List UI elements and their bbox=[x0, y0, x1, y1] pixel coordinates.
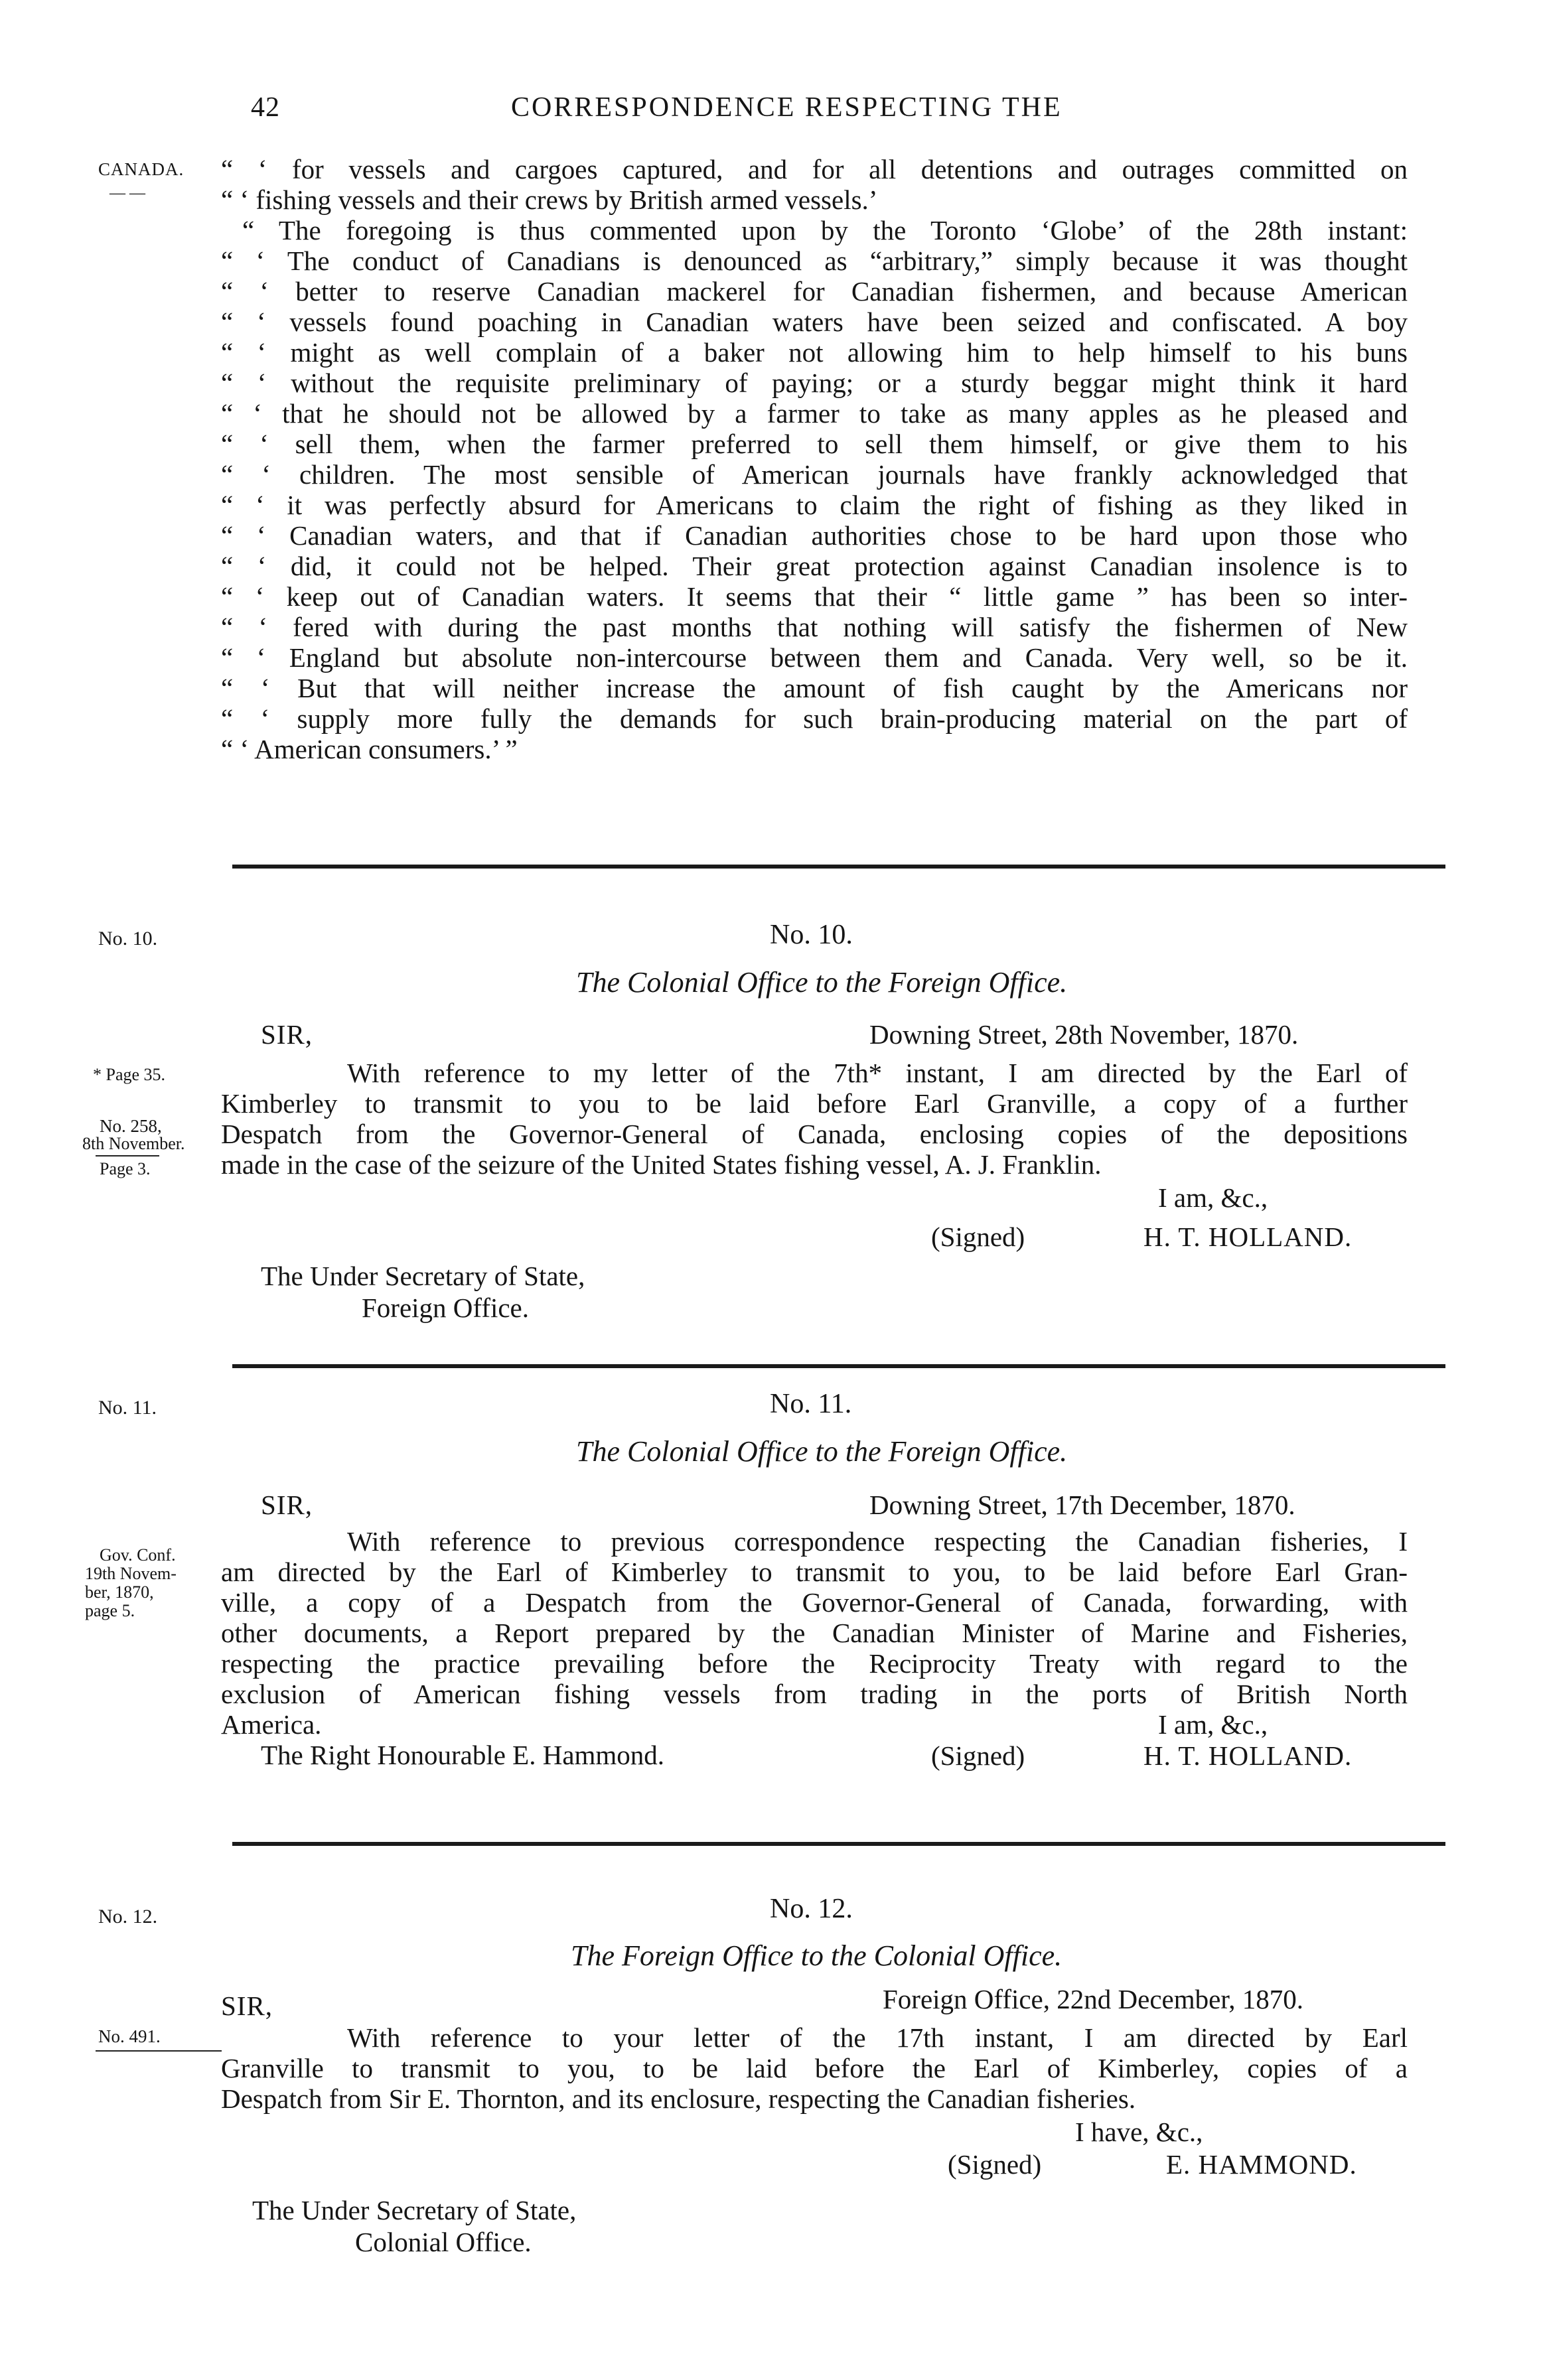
salutation: SIR, bbox=[261, 1019, 313, 1050]
letter-body-line: Despatch from the Governor-General of Canada, enclosing copies of the depositions bbox=[221, 1119, 1408, 1149]
closing: I am, &c., bbox=[1158, 1182, 1268, 1213]
letter-body-line: am directed by the Earl of Kimberley to transmit to you, to be laid before Earl Gran- bbox=[221, 1557, 1408, 1587]
margin-no12: No. 12. bbox=[98, 1906, 158, 1927]
quote-line: “ ‘ that he should not be allowed by a farmer to take as many apples as he pleased and bbox=[221, 398, 1408, 429]
margin-page3: Page 3. bbox=[100, 1159, 151, 1178]
margin-gov-conf-3: ber, 1870, bbox=[85, 1582, 154, 1602]
letter-body-line: ville, a copy of a Despatch from the Governor-General of Canada, forwarding, with bbox=[221, 1587, 1408, 1618]
quote-line: “ ‘ for vessels and cargoes captured, and for all detentions and outrages committed on bbox=[221, 154, 1408, 184]
quote-line: “ ‘ American consumers.’ ” bbox=[221, 734, 518, 764]
letter-body-line: made in the case of the seizure of the United States fishing vessel, A. J. Franklin. bbox=[221, 1149, 1102, 1180]
address-date: Downing Street, 28th November, 1870. bbox=[869, 1019, 1299, 1050]
quote-line: “ ‘ keep out of Canadian waters. It seems that their “ little game ” has been so inter- bbox=[221, 581, 1408, 612]
margin-canada: CANADA. bbox=[98, 159, 184, 179]
margin-page35: * Page 35. bbox=[93, 1065, 166, 1084]
letter-body-line: exclusion of American fishing vessels from trading in the ports of British North bbox=[221, 1679, 1408, 1709]
letter-number: No. 10. bbox=[770, 920, 853, 950]
quote-line: “ ‘ supply more fully the demands for such brain-producing material on the part of bbox=[221, 703, 1408, 734]
margin-no10: No. 10. bbox=[98, 928, 158, 949]
addressee: Foreign Office. bbox=[362, 1293, 530, 1323]
letter-number: No. 11. bbox=[770, 1389, 852, 1419]
signatory: H. T. HOLLAND. bbox=[1143, 1222, 1353, 1252]
addressee: The Under Secretary of State, bbox=[261, 1261, 585, 1291]
quote-line: “ ‘ might as well complain of a baker not allowing him to help himself to his buns bbox=[221, 337, 1408, 368]
letter-body-line: Granville to transmit to you, to be laid before the Earl of Kimberley, copies of a bbox=[221, 2053, 1408, 2083]
letter-body-line: respecting the practice prevailing before the Reciprocity Treaty with regard to the bbox=[221, 1648, 1408, 1679]
letter-title: The Foreign Office to the Colonial Office. bbox=[571, 1939, 1063, 1972]
quote-line: “ ‘ better to reserve Canadian mackerel for Canadian fishermen, and because American bbox=[221, 276, 1408, 307]
addressee: The Under Secretary of State, bbox=[252, 2195, 577, 2225]
salutation: SIR, bbox=[221, 1991, 273, 2021]
quote-line: “ ‘ children. The most sensible of American journals have frankly acknowledged that bbox=[221, 459, 1408, 490]
quote-line: “ The foregoing is thus commented upon by the Toronto ‘Globe’ of the 28th instant: bbox=[242, 215, 1408, 245]
quote-line: “ ‘ vessels found poaching in Canadian waters have been seized and confiscated. A boy bbox=[221, 307, 1408, 337]
signed-label: (Signed) bbox=[931, 1222, 1025, 1252]
margin-no258: No. 258, bbox=[100, 1116, 162, 1136]
quote-line: “ ‘ But that will neither increase the amount of fish caught by the Americans nor bbox=[221, 673, 1408, 703]
letter-body-line: Kimberley to transmit to you to be laid before Earl Granville, a copy of a further bbox=[221, 1088, 1408, 1119]
margin-rule bbox=[96, 1155, 159, 1156]
addressee: The Right Honourable E. Hammond. bbox=[261, 1740, 665, 1770]
address-date: Downing Street, 17th December, 1870. bbox=[869, 1490, 1295, 1520]
margin-gov-conf-4: page 5. bbox=[85, 1601, 135, 1620]
letter-body-line: America. bbox=[221, 1709, 322, 1740]
quote-line: “ ‘ The conduct of Canadians is denounced as “arbitrary,” simply because it was thought bbox=[221, 245, 1408, 276]
running-title: CORRESPONDENCE RESPECTING THE bbox=[511, 92, 1063, 123]
signatory: E. HAMMOND. bbox=[1166, 2149, 1357, 2180]
section-rule bbox=[232, 1364, 1445, 1368]
letter-body-line: With reference to your letter of the 17th instant, I am directed by Earl bbox=[347, 2022, 1408, 2053]
quote-line: “ ‘ fishing vessels and their crews by British armed vessels.’ bbox=[221, 184, 878, 215]
letter-number: No. 12. bbox=[770, 1894, 853, 1924]
letter-body-line: With reference to my letter of the 7th* instant, I am directed by the Earl of bbox=[347, 1058, 1408, 1088]
quote-line: “ ‘ sell them, when the farmer preferred to sell them himself, or give them to his bbox=[221, 429, 1408, 459]
closing: I have, &c., bbox=[1075, 2117, 1203, 2147]
quote-line: “ ‘ England but absolute non-intercourse between them and Canada. Very well, so be it. bbox=[221, 642, 1408, 673]
margin-no11: No. 11. bbox=[98, 1397, 157, 1419]
letter-body-line: With reference to previous correspondence respecting the Canadian fisheries, I bbox=[347, 1526, 1408, 1557]
closing: I am, &c., bbox=[1158, 1709, 1268, 1740]
margin-gov-conf-1: Gov. Conf. bbox=[100, 1545, 176, 1565]
letter-body-line: other documents, a Report prepared by the Canadian Minister of Marine and Fisheries, bbox=[221, 1618, 1408, 1648]
margin-gov-conf-2: 19th Novem- bbox=[85, 1564, 177, 1583]
signatory: H. T. HOLLAND. bbox=[1143, 1740, 1353, 1771]
margin-rule bbox=[96, 2050, 222, 2052]
margin-canada-dash: — — bbox=[110, 184, 145, 202]
signed-label: (Signed) bbox=[948, 2149, 1042, 2180]
salutation: SIR, bbox=[261, 1490, 313, 1520]
signed-label: (Signed) bbox=[931, 1740, 1025, 1771]
page-number: 42 bbox=[251, 92, 280, 123]
quote-line: “ ‘ fered with during the past months that nothing will satisfy the fishermen of New bbox=[221, 612, 1408, 642]
quote-line: “ ‘ Canadian waters, and that if Canadian authorities chose to be hard upon those who bbox=[221, 520, 1408, 551]
letter-body-line: Despatch from Sir E. Thornton, and its enclosure, respecting the Canadian fisheries. bbox=[221, 2083, 1136, 2114]
margin-no491: No. 491. bbox=[98, 2026, 161, 2046]
margin-8th-november: 8th November. bbox=[82, 1134, 185, 1153]
quote-line: “ ‘ did, it could not be helped. Their great protection against Canadian insolence is to bbox=[221, 551, 1408, 581]
quote-line: “ ‘ it was perfectly absurd for Americans to claim the right of fishing as they liked in bbox=[221, 490, 1408, 520]
address-date: Foreign Office, 22nd December, 1870. bbox=[883, 1984, 1304, 2014]
quote-line: “ ‘ without the requisite preliminary of paying; or a sturdy beggar might think it hard bbox=[221, 368, 1408, 398]
addressee: Colonial Office. bbox=[355, 2227, 532, 2257]
section-rule bbox=[232, 1842, 1445, 1846]
letter-title: The Colonial Office to the Foreign Office. bbox=[576, 1435, 1068, 1468]
section-rule bbox=[232, 865, 1445, 869]
letter-title: The Colonial Office to the Foreign Office. bbox=[576, 966, 1068, 999]
